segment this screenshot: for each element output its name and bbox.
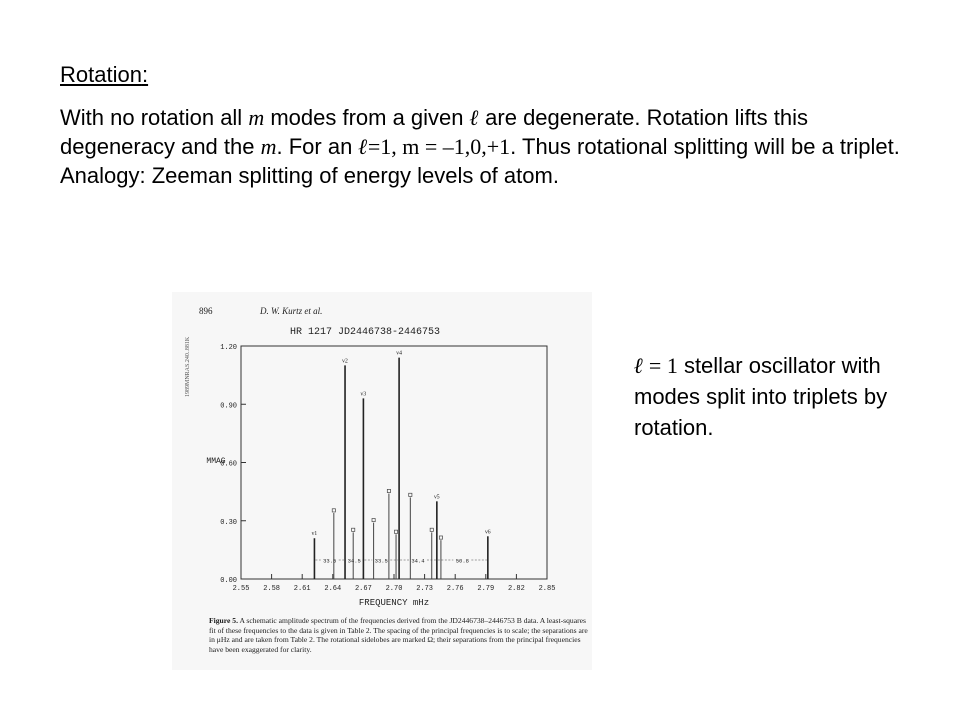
side-caption: ℓ = 1 stellar oscillator with modes split into triplets by rotation. [634, 353, 888, 440]
x-tick-label: 2.55 [232, 585, 250, 593]
symbol-m: m [248, 105, 265, 130]
y-tick-label: 0.30 [220, 518, 237, 527]
separation-label: 33.5 [374, 557, 388, 565]
principal-frequency-label: ν4 [396, 350, 402, 357]
math-values: =1, m = –1,0,+1 [367, 134, 511, 159]
principal-frequency-label: ν3 [360, 391, 367, 398]
x-tick-label: 2.67 [354, 585, 372, 593]
y-tick-label: 0.90 [220, 402, 237, 411]
principal-frequency-label: ν1 [311, 531, 318, 538]
sidelobe-marker [394, 530, 397, 533]
x-tick-label: 2.85 [538, 585, 556, 593]
sidelobe-marker [332, 509, 335, 512]
slide-paragraph: With no rotation all m modes from a given ℓ are degenerate. Rotation lifts this degeneracy and the m. For an ℓ=1, m = –1,0,+1. Thus rotational splitting will be a triplet. Analogy: Zeeman splitting of energy levels of atom. [60, 105, 900, 188]
x-tick-label: 2.64 [324, 585, 342, 593]
x-tick-label: 2.61 [293, 585, 311, 593]
principal-frequency-label: ν6 [484, 529, 491, 536]
x-tick-label: 2.79 [477, 585, 495, 593]
sidelobe-marker [430, 528, 433, 531]
y-tick-label: 0.60 [220, 460, 237, 469]
separation-label: 33.5 [323, 557, 337, 565]
separation-label: 50.8 [455, 557, 469, 565]
sidelobe-marker [352, 528, 355, 531]
separation-label: 34.5 [347, 557, 361, 565]
figure-caption: Figure 5. A schematic amplitude spectrum of the frequencies derived from the JD2446738–2446753 B data. A least-squares fit of these frequencies to the data is given in Table 2. The spacing of the principal frequencies is to scale; the separations are in μHz and are taken from Table 2. The rotational sidelobes are marked Ω; their separations from the principal frequencies have been exaggerated for clarity. [209, 616, 588, 654]
page-number: 896 [199, 306, 213, 316]
figure-author: D. W. Kurtz et al. [260, 306, 323, 316]
x-tick-label: 2.73 [416, 585, 434, 593]
chart-title: HR 1217 JD2446738-2446753 [290, 327, 441, 338]
sidelobe-marker [409, 493, 412, 496]
x-axis-label: FREQUENCY mHz [358, 598, 430, 608]
symbol-ell: ℓ [469, 105, 480, 130]
plot-frame [241, 346, 547, 579]
math-value: = 1 [643, 353, 678, 378]
separation-label: 34.4 [411, 557, 425, 565]
x-tick-label: 2.58 [263, 585, 281, 593]
y-tick-label: 1.20 [220, 344, 237, 352]
sidelobe-marker [439, 536, 442, 539]
x-tick-label: 2.70 [385, 585, 403, 593]
sidelobe-marker [372, 518, 375, 521]
y-axis-label: MMAG [206, 457, 226, 466]
symbol-m: m [260, 134, 277, 159]
spine-text: 1989MNRAS.240..881K [185, 336, 191, 397]
x-tick-label: 2.76 [446, 585, 464, 593]
symbol-ell: ℓ [634, 353, 644, 378]
principal-frequency-label: ν2 [342, 358, 348, 365]
x-tick-label: 2.82 [507, 585, 525, 593]
principal-frequency-label: ν5 [433, 494, 440, 501]
amplitude-spectrum-chart [172, 292, 592, 670]
sidelobe-marker [387, 489, 390, 492]
y-tick-label: 0.00 [220, 577, 237, 585]
scanned-figure [172, 292, 592, 670]
symbol-ell: ℓ [358, 134, 368, 159]
slide-heading: Rotation: [60, 62, 149, 87]
